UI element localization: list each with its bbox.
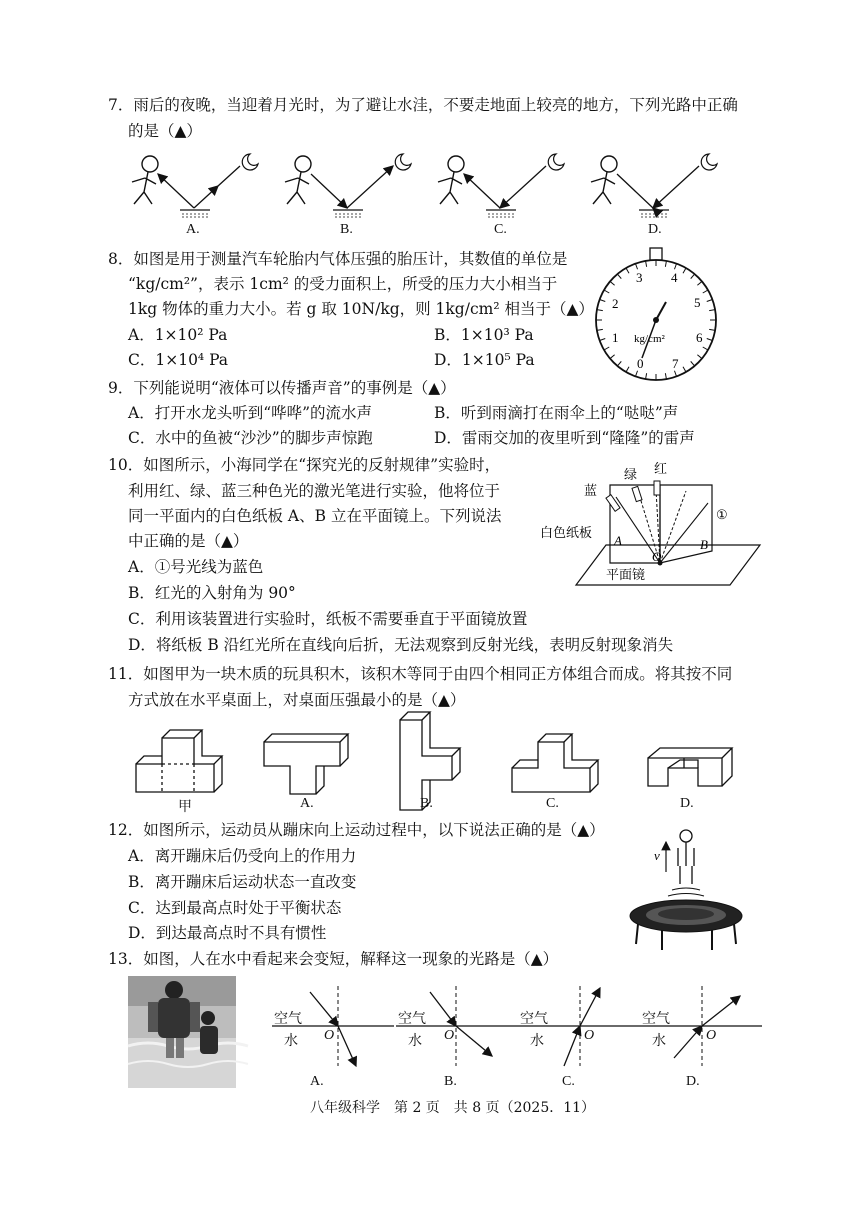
q7-label-b: B.	[340, 222, 353, 237]
q9-option-b: B．听到雨滴打在雨伞上的“哒哒”声	[434, 404, 679, 422]
gauge-number-5: 5	[694, 295, 701, 310]
gauge-unit: kg/cm²	[634, 333, 665, 345]
velocity-label: v	[654, 848, 660, 863]
q13-d-air: 空气	[642, 1012, 670, 1027]
q13-c-o: O	[584, 1028, 595, 1043]
page-footer: 八年级科学 第 2 页 共 8 页（2025．11）	[310, 1100, 596, 1116]
label-green: 绿	[624, 467, 638, 482]
q13-b-water: 水	[408, 1034, 422, 1049]
q7-figures	[0, 140, 868, 240]
label-board-a: A	[614, 533, 622, 548]
label-board-b: B	[700, 537, 708, 552]
q11-label-a: A.	[300, 796, 314, 811]
q7-fig-c	[438, 154, 564, 217]
q11-line1: 11．如图甲为一块木质的玩具积木，该积木等同于由四个相同正方体组合而成。将其按不同	[108, 665, 733, 683]
q7-fig-d	[591, 154, 717, 217]
q8-line3: 1kg 物体的重力大小。若 g 取 10N/kg，则 1kg/cm² 相当于（▲）	[128, 300, 594, 318]
q11-label-jia: 甲	[178, 800, 192, 815]
q11-label-c: C.	[546, 796, 559, 811]
q7-fig-a	[132, 154, 258, 217]
q10-option-a: A．①号光线为蓝色	[128, 558, 264, 576]
q13-refraction-figures	[0, 986, 868, 1066]
q13-c-air: 空气	[520, 1012, 548, 1027]
q10-line2: 利用红、绿、蓝三种色光的激光笔进行实验，他将位于	[128, 482, 501, 500]
q7-label-c: C.	[494, 222, 507, 237]
q13-label-a: A.	[310, 1074, 324, 1089]
q10-line3: 同一平面内的白色纸板 A、B 立在平面镜上。下列说法	[128, 507, 502, 525]
q13-label-b: B.	[444, 1074, 457, 1089]
q7-line1: 7．雨后的夜晚，当迎着月光时，为了避让水洼，不要走地面上较亮的地方，下列光路中正确	[108, 96, 738, 114]
q7-label-a: A.	[186, 222, 200, 237]
gauge-number-1: 1	[612, 330, 619, 345]
q7-label-d: D.	[648, 222, 662, 237]
q11-label-b: B.	[420, 796, 433, 811]
q10-option-d: D．将纸板 B 沿红光所在直线向后折，无法观察到反射光线，表明反射现象消失	[128, 636, 674, 654]
q11-label-d: D.	[680, 796, 694, 811]
q12-option-d: D．到达最高点时不具有惯性	[128, 924, 327, 942]
q13-c-water: 水	[530, 1034, 544, 1049]
q8-option-c: C．1×10⁴ Pa	[128, 351, 229, 369]
q13-b-air: 空气	[398, 1012, 426, 1027]
q13-a-water: 水	[284, 1034, 298, 1049]
label-point-o: O	[652, 549, 662, 564]
gauge-number-3: 3	[636, 270, 643, 285]
q9-option-a: A．打开水龙头听到“哗哗”的流水声	[128, 404, 373, 422]
trampoline-figure	[628, 826, 758, 956]
q10-option-b: B．红光的入射角为 90°	[128, 584, 296, 602]
q8-option-b: B．1×10³ Pa	[434, 326, 534, 344]
gauge-number-0: 0	[637, 356, 644, 371]
q10-option-c: C．利用该装置进行实验时，纸板不需要垂直于平面镜放置	[128, 610, 528, 628]
label-ray-1: ①	[716, 507, 728, 522]
q12-option-a: A．离开蹦床后仍受向上的作用力	[128, 847, 357, 865]
q12-option-c: C．达到最高点时处于平衡状态	[128, 899, 342, 917]
label-blue: 蓝	[584, 483, 598, 498]
q8-line1: 8．如图是用于测量汽车轮胎内气体压强的胎压计，其数值的单位是	[108, 250, 568, 268]
q11-blocks-figure	[0, 706, 868, 816]
label-red: 红	[654, 461, 668, 476]
q13-line1: 13．如图，人在水中看起来会变短，解释这一现象的光路是（▲）	[108, 950, 559, 968]
tire-pressure-gauge	[594, 244, 734, 384]
q7-line2: 的是（▲）	[128, 122, 202, 140]
q13-d-o: O	[706, 1028, 717, 1043]
gauge-number-7: 7	[672, 356, 679, 371]
gauge-number-2: 2	[612, 296, 619, 311]
q11-line2: 方式放在水平桌面上，对桌面压强最小的是（▲）	[128, 691, 466, 709]
q9-line1: 9．下列能说明“液体可以传播声音”的事例是（▲）	[108, 379, 456, 397]
q13-a-air: 空气	[274, 1012, 302, 1027]
q12-line1: 12．如图所示，运动员从蹦床向上运动过程中，以下说法正确的是（▲）	[108, 821, 605, 839]
q8-option-d: D．1×10⁵ Pa	[434, 351, 535, 369]
q10-line1: 10．如图所示，小海同学在“探究光的反射规律”实验时，	[108, 456, 501, 474]
q10-line4: 中正确的是（▲）	[128, 532, 249, 550]
q13-d-water: 水	[652, 1034, 666, 1049]
q8-line2: “kg/cm²”，表示 1cm² 的受力面积上，所受的压力大小相当于	[128, 275, 558, 293]
q9-option-c: C．水中的鱼被“沙沙”的脚步声惊跑	[128, 429, 373, 447]
q9-option-d: D．雷雨交加的夜里听到“隆隆”的雷声	[434, 429, 695, 447]
gauge-number-6: 6	[696, 330, 703, 345]
gauge-number-4: 4	[671, 270, 678, 285]
q7-fig-b	[285, 154, 411, 217]
q13-b-o: O	[444, 1028, 455, 1043]
q13-a-o: O	[324, 1028, 335, 1043]
q13-label-c: C.	[562, 1074, 575, 1089]
reflection-apparatus-figure	[540, 455, 770, 615]
label-white-board: 白色纸板	[540, 525, 593, 540]
label-mirror: 平面镜	[606, 567, 646, 582]
q13-label-d: D.	[686, 1074, 700, 1089]
q12-option-b: B．离开蹦床后运动状态一直改变	[128, 873, 357, 891]
q8-option-a: A．1×10² Pa	[128, 326, 228, 344]
